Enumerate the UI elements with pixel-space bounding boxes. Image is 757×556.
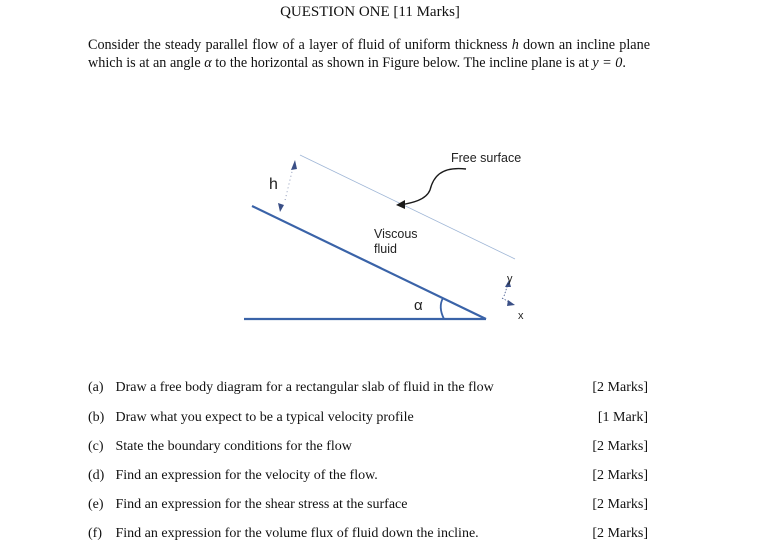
x-axis-label: x xyxy=(518,310,524,322)
intro-y-eq: y = 0 xyxy=(592,55,623,71)
question-text: State the boundary conditions for the flow xyxy=(115,439,352,454)
question-text: Find an expression for the shear stress at the surface xyxy=(115,497,408,512)
question-b xyxy=(88,410,648,426)
question-title: QUESTION ONE [11 Marks] xyxy=(280,4,460,20)
question-text: Find an expression for the velocity of the flow. xyxy=(115,468,378,483)
free-surface-label: Free surface xyxy=(451,151,522,165)
question-label: (b) xyxy=(88,410,105,425)
question-marks: [2 Marks] xyxy=(592,380,648,395)
y-axis-label: y xyxy=(507,273,513,285)
question-marks: [1 Mark] xyxy=(597,410,648,425)
incline-plane xyxy=(252,206,486,319)
question-a xyxy=(88,380,648,396)
question-d xyxy=(88,468,648,484)
thickness-arrow-top-head xyxy=(291,160,297,170)
question-label: (f) xyxy=(88,526,102,541)
question-label: (c) xyxy=(88,439,104,454)
thickness-arrow-bottom-head xyxy=(278,203,284,212)
question-marks: [2 Marks] xyxy=(592,497,648,512)
question-f xyxy=(88,526,648,542)
x-axis-arrow-head xyxy=(507,300,515,306)
question-marks: [2 Marks] xyxy=(592,439,648,454)
free-surface-pointer-head xyxy=(396,200,405,209)
fluid-label-line1: Viscous xyxy=(374,227,418,241)
question-label: (e) xyxy=(88,497,104,512)
question-marks: [2 Marks] xyxy=(592,468,648,483)
question-c xyxy=(88,439,648,455)
question-text: Draw what you expect to be a typical velocity profile xyxy=(115,410,414,425)
intro-alpha-symbol: α xyxy=(204,55,212,71)
intro-text-end: . xyxy=(622,55,626,71)
angle-label: α xyxy=(414,297,423,314)
intro-text-3: to the horizontal as shown in Figure below. The incline plane is at xyxy=(211,55,593,71)
h-label: h xyxy=(269,176,278,193)
fluid-label-line2: fluid xyxy=(374,242,397,256)
free-surface-pointer xyxy=(400,169,466,205)
free-surface-line xyxy=(300,155,515,259)
question-label: (d) xyxy=(88,468,105,483)
intro-text-1: Consider the steady parallel flow of a layer of fluid of uniform thickness xyxy=(88,37,512,53)
angle-arc xyxy=(441,298,444,319)
question-marks: [2 Marks] xyxy=(592,526,648,541)
thickness-arrow xyxy=(285,168,293,200)
question-text: Find an expression for the volume flux of fluid down the incline. xyxy=(115,526,479,541)
question-text: Draw a free body diagram for a rectangular slab of fluid in the flow xyxy=(115,380,494,395)
question-label: (a) xyxy=(88,380,104,395)
intro-h-symbol: h xyxy=(511,37,519,53)
question-e xyxy=(88,497,648,513)
intro-text-2: down an incline plane which is at an angle xyxy=(88,37,650,71)
